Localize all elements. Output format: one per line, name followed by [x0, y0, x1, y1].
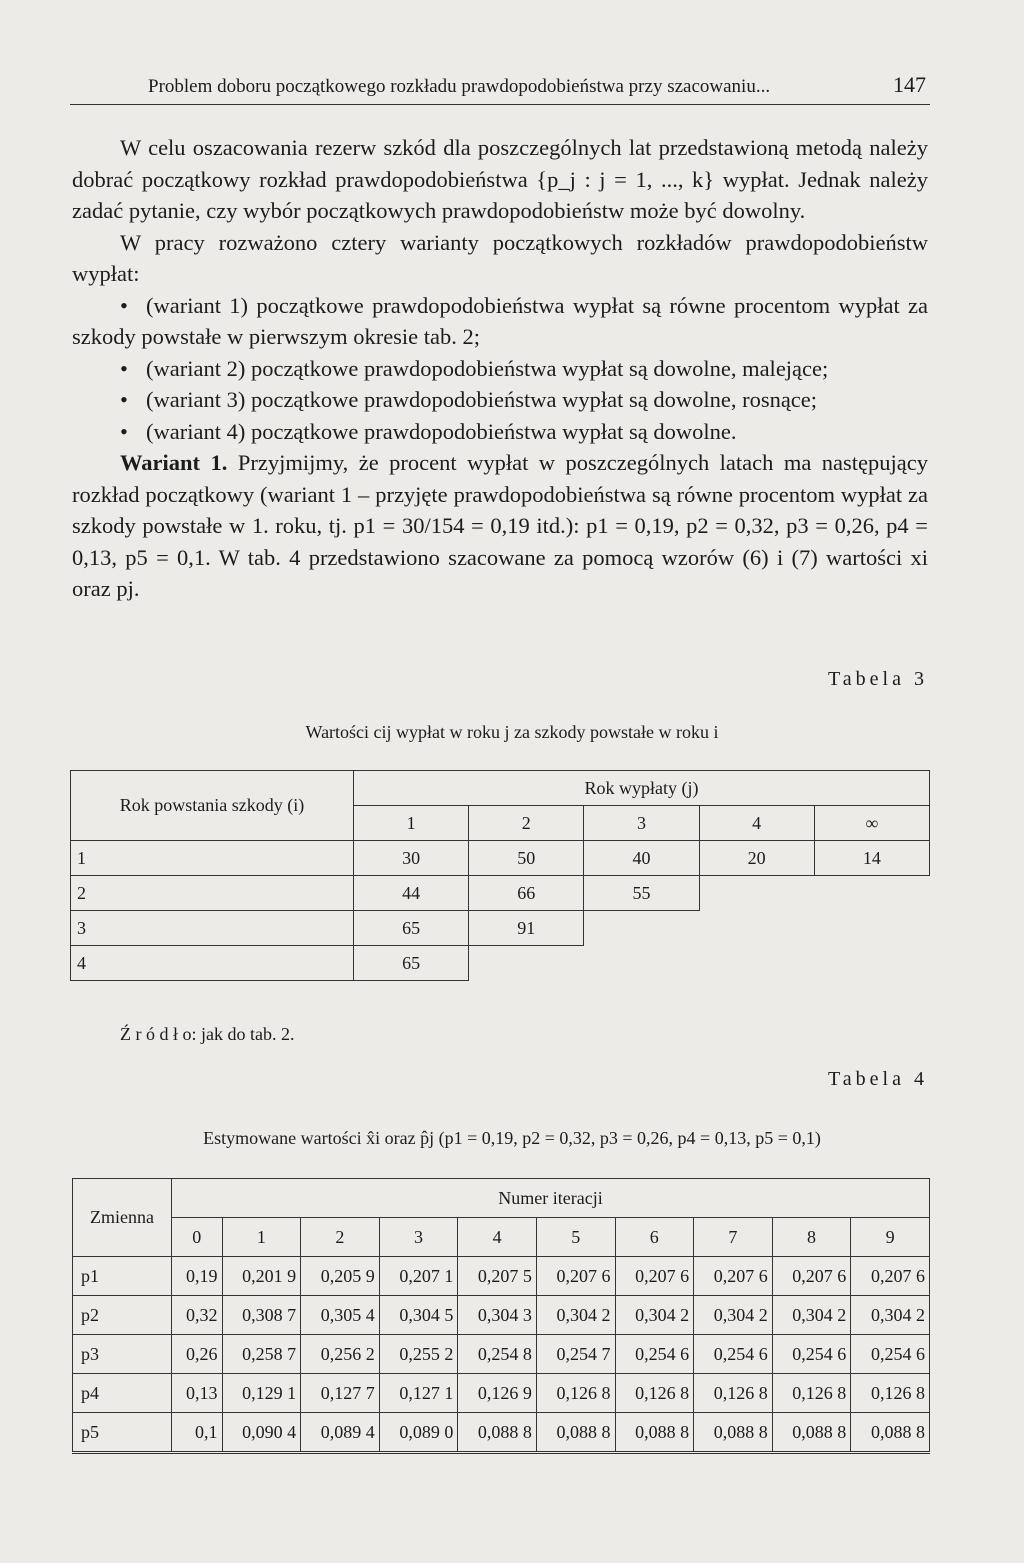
table-cell: 0,129 1 [222, 1374, 301, 1413]
table3-source: Ź r ó d ł o: jak do tab. 2. [120, 1024, 295, 1044]
table3-col: 4 [699, 806, 814, 841]
table-cell: 0,305 4 [301, 1296, 380, 1335]
variable-label: p5 [73, 1413, 172, 1453]
table-cell: 0,207 5 [458, 1257, 537, 1296]
table-row: 4 65 [71, 946, 930, 981]
table-cell: 0,207 6 [536, 1257, 615, 1296]
table3-col: ∞ [814, 806, 929, 841]
table-cell: 0,127 7 [301, 1374, 380, 1413]
table-cell: 0,256 2 [301, 1335, 380, 1374]
variant-1-heading: Wariant 1. [120, 450, 228, 475]
table-cell: 0,089 0 [379, 1413, 458, 1453]
table-cell: 0,258 7 [222, 1335, 301, 1374]
table-cell: 0,19 [172, 1257, 223, 1296]
table3-caption: Wartości cij wypłat w roku j za szkody powstałe w roku i [305, 722, 719, 742]
table4-caption: Estymowane wartości x̂i oraz p̂j (p1 = 0,19, p2 = 0,32, p3 = 0,26, p4 = 0,13, p5 = 0,1) [203, 1128, 821, 1148]
table-cell: 0,1 [172, 1413, 223, 1453]
list-item: • (wariant 4) początkowe prawdopodobieństwa wypłat są dowolne. [120, 418, 737, 444]
paragraph-variant-1: Wariant 1. Przyjmijmy, że procent wypłat w poszczególnych latach ma następujący rozkład początkowy (wariant 1 – przyjęte prawdopodobieństwa są równe procentom wypłat za szkody powstałe w 1. roku, tj. p1 = 30/154 = 0,19 itd.): p1 = 0,19, p2 = 0,32, p3 = 0,26, p4 = 0,13, p5 = 0,1. W tab. 4 przedstawiono szacowane za pomocą wzorów (6) i (7) wartości xi oraz pj. [72, 450, 928, 601]
table-cell: 0,088 8 [615, 1413, 694, 1453]
table-row: 1 30 50 40 20 14 [71, 841, 930, 876]
table4-label: Tabela 4 [827, 1068, 928, 1090]
table4-col: 0 [172, 1218, 223, 1257]
table-cell: 0,304 2 [772, 1296, 851, 1335]
table4-col: 3 [379, 1218, 458, 1257]
table-cell: 0,26 [172, 1335, 223, 1374]
table-cell: 0,126 8 [536, 1374, 615, 1413]
table-cell: 0,088 8 [851, 1413, 930, 1453]
table-cell: 0,207 6 [851, 1257, 930, 1296]
page-number: 147 [893, 72, 926, 97]
table-cell: 0,304 2 [615, 1296, 694, 1335]
table3-col-group: Rok wypłaty (j) [354, 771, 930, 806]
table4-var-header: Zmienna [73, 1179, 172, 1257]
paragraph-variants: W pracy rozważono cztery warianty początkowych rozkładów prawdopodobieństw wypłat: [72, 229, 928, 286]
table-cell: 0,254 6 [772, 1335, 851, 1374]
table-cell: 0,088 8 [694, 1413, 773, 1453]
table-cell: 0,254 6 [851, 1335, 930, 1374]
table-cell: 0,088 8 [772, 1413, 851, 1453]
list-item: • (wariant 1) początkowe prawdopodobieństwa wypłat są równe procentom wypłat za szkody powstałe w pierwszym okresie tab. 2; [72, 292, 928, 349]
table-row [73, 1296, 930, 1335]
table-4 [72, 1178, 930, 1454]
table-cell: 0,126 8 [615, 1374, 694, 1413]
table-row: 2 44 66 55 [71, 876, 930, 911]
list-item: • (wariant 2) początkowe prawdopodobieństwa wypłat są dowolne, malejące; [120, 355, 829, 381]
table-cell: 0,207 6 [615, 1257, 694, 1296]
table-cell: 0,255 2 [379, 1335, 458, 1374]
table-3 [70, 770, 930, 981]
table-cell: 0,304 2 [536, 1296, 615, 1335]
list-item: • (wariant 3) początkowe prawdopodobieństwa wypłat są dowolne, rosnące; [120, 387, 818, 412]
table-cell: 0,308 7 [222, 1296, 301, 1335]
variant-list [72, 290, 928, 448]
table3-row-header: Rok powstania szkody (i) [71, 771, 354, 841]
table-cell: 0,254 7 [536, 1335, 615, 1374]
table-row [73, 1413, 930, 1453]
table-cell: 0,126 8 [694, 1374, 773, 1413]
table-cell: 0,088 8 [536, 1413, 615, 1453]
table-cell: 0,32 [172, 1296, 223, 1335]
paragraph-intro: W celu oszacowania rezerw szkód dla poszczególnych lat przedstawioną metodą należy dobrać początkowy rozkład prawdopodobieństwa {p_j : j = 1, ..., k} wypłat. Jednak należy zadać pytanie, czy wybór początkowych prawdopodobieństw może być dowolny. [72, 135, 928, 223]
table-cell: 0,304 5 [379, 1296, 458, 1335]
table-cell: 0,304 2 [694, 1296, 773, 1335]
table-cell: 0,205 9 [301, 1257, 380, 1296]
table-cell: 0,207 6 [694, 1257, 773, 1296]
table-cell: 0,201 9 [222, 1257, 301, 1296]
table4-col: 4 [458, 1218, 537, 1257]
table-cell: 0,13 [172, 1374, 223, 1413]
table-cell: 0,207 1 [379, 1257, 458, 1296]
header-title: Problem doboru początkowego rozkładu prawdopodobieństwa przy szacowaniu... [148, 76, 771, 97]
table4-col: 5 [536, 1218, 615, 1257]
variable-label: p4 [73, 1374, 172, 1413]
table4-col: 1 [222, 1218, 301, 1257]
table4-col-group: Numer iteracji [172, 1179, 930, 1218]
running-header [70, 72, 930, 105]
table-cell: 0,254 6 [615, 1335, 694, 1374]
table-row [73, 1257, 930, 1296]
variable-label: p2 [73, 1296, 172, 1335]
variable-label: p3 [73, 1335, 172, 1374]
variable-label: p1 [73, 1257, 172, 1296]
table4-col: 6 [615, 1218, 694, 1257]
table-cell: 0,090 4 [222, 1413, 301, 1453]
table3-label: Tabela 3 [827, 668, 928, 690]
table3-col: 3 [584, 806, 699, 841]
table-cell: 0,089 4 [301, 1413, 380, 1453]
table-row [73, 1335, 930, 1374]
table-cell: 0,126 8 [851, 1374, 930, 1413]
table-row: 3 65 91 [71, 911, 930, 946]
table4-col: 7 [694, 1218, 773, 1257]
table-cell: 0,304 3 [458, 1296, 537, 1335]
table-row [73, 1374, 930, 1413]
table-cell: 0,254 8 [458, 1335, 537, 1374]
table-cell: 0,304 2 [851, 1296, 930, 1335]
table-cell: 0,207 6 [772, 1257, 851, 1296]
table4-col: 2 [301, 1218, 380, 1257]
table3-col: 1 [354, 806, 469, 841]
table-cell: 0,126 9 [458, 1374, 537, 1413]
table4-col: 9 [851, 1218, 930, 1257]
table-cell: 0,254 6 [694, 1335, 773, 1374]
body-text [72, 132, 928, 605]
table-cell: 0,127 1 [379, 1374, 458, 1413]
table-cell: 0,126 8 [772, 1374, 851, 1413]
table4-col: 8 [772, 1218, 851, 1257]
table-cell: 0,088 8 [458, 1413, 537, 1453]
table3-col: 2 [469, 806, 584, 841]
